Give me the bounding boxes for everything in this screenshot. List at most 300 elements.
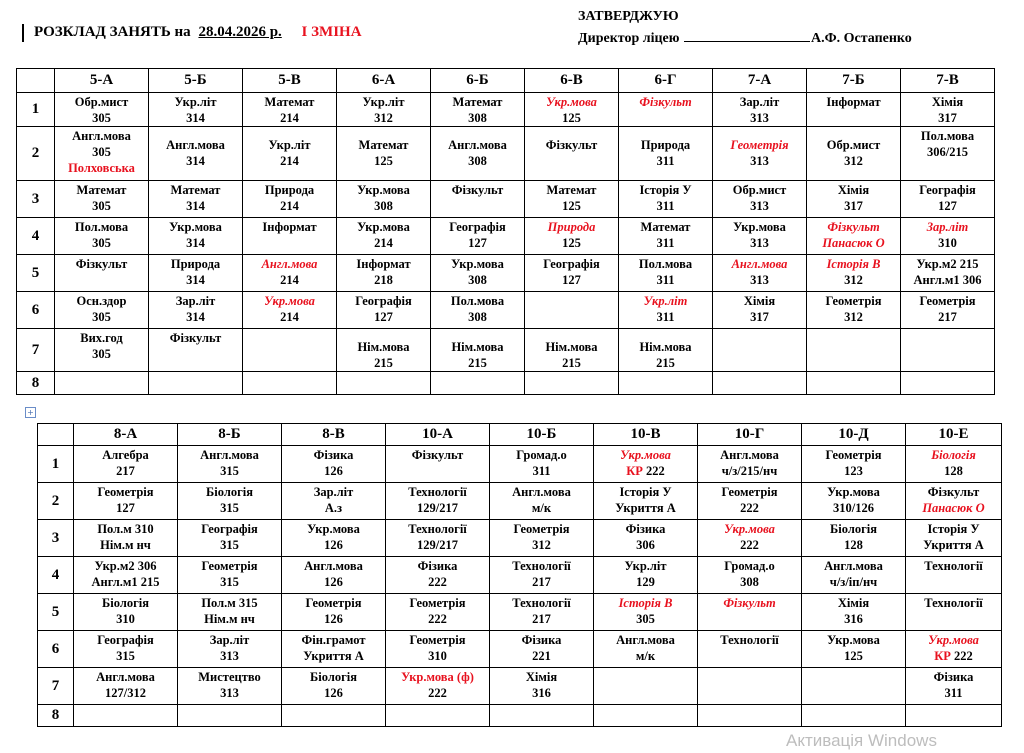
lesson-cell [243, 127, 337, 181]
subject-name: Пол.м 315 [201, 596, 258, 610]
lesson-number: 8 [38, 705, 74, 727]
lesson-cell [74, 631, 178, 668]
lesson-number: 1 [17, 93, 55, 127]
subject-name: Англ.мова [261, 257, 318, 271]
lesson-cell [490, 668, 594, 705]
subject-name: Хімія [837, 596, 870, 610]
lesson-text-part: 222 [950, 649, 973, 663]
class-header: 6-А [337, 69, 431, 93]
lesson-cell [282, 483, 386, 520]
room-or-teacher: 311 [656, 310, 675, 324]
subject-name: Англ.мова [512, 485, 571, 499]
subject-name: Алгебра [102, 448, 149, 462]
lesson-line [594, 463, 697, 479]
room-or-teacher: 311 [532, 464, 551, 478]
subject-name: Укр.мова [827, 485, 880, 499]
subject-name: Технології [512, 559, 571, 573]
lesson-cell [337, 292, 431, 329]
room-or-teacher: 214 [280, 111, 299, 125]
room-or-teacher: 312 [532, 538, 551, 552]
lesson-number: 5 [17, 255, 55, 292]
subject-name: Хімія [525, 670, 558, 684]
subject-name: Біологія [102, 596, 149, 610]
room-or-teacher: 316 [532, 686, 551, 700]
lesson-cell [490, 446, 594, 483]
subject-name: Укр.літ [624, 559, 667, 573]
subject-name: Нім.мова [357, 340, 410, 354]
room-or-teacher: 215 [374, 356, 393, 370]
subject-name: Зар.літ [209, 633, 250, 647]
lesson-row [17, 218, 995, 255]
subject-name: Геометрія [305, 596, 362, 610]
lesson-cell [807, 255, 901, 292]
room-or-teacher: 222 [428, 575, 447, 589]
lesson-cell [149, 329, 243, 372]
lesson-row [17, 255, 995, 292]
room-or-teacher: 127 [938, 199, 957, 213]
lesson-cell [55, 292, 149, 329]
room-or-teacher: 317 [750, 310, 769, 324]
lesson-cell [149, 292, 243, 329]
subject-name: Географія [449, 220, 506, 234]
shift-label: І ЗМІНА [301, 24, 362, 40]
lesson-cell [149, 255, 243, 292]
room-or-teacher: 314 [186, 111, 205, 125]
lesson-cell [619, 292, 713, 329]
subject-name: Фін.грамот [301, 633, 366, 647]
lesson-cell [525, 93, 619, 127]
room-or-teacher: Нім.м нч [100, 538, 151, 552]
subject-name: Укр.мова [928, 633, 979, 647]
lesson-cell [337, 127, 431, 181]
lesson-cell [594, 446, 698, 483]
subject-name: Англ.мова [96, 670, 155, 684]
lesson-row [17, 292, 995, 329]
lesson-row [38, 631, 1002, 668]
room-or-teacher: 215 [656, 356, 675, 370]
lesson-cell [282, 705, 386, 727]
room-or-teacher: 310 [116, 612, 135, 626]
lesson-cell [386, 668, 490, 705]
room-or-teacher: 308 [740, 575, 759, 589]
room-or-teacher: 311 [656, 199, 675, 213]
lesson-cell [713, 127, 807, 181]
room-or-teacher: 313 [750, 154, 769, 168]
subject-name: Математ [640, 220, 691, 234]
subject-name: Укр.мова [451, 257, 504, 271]
subject-name: Укр.м2 306 [94, 559, 157, 573]
lesson-cell [74, 557, 178, 594]
room-or-teacher: Панасюк О [822, 236, 885, 250]
subject-name: Математ [76, 183, 127, 197]
subject-name: Англ.мова [304, 559, 363, 573]
room-or-teacher: 308 [374, 199, 393, 213]
lesson-number: 2 [17, 127, 55, 181]
lesson-cell [906, 520, 1002, 557]
lesson-cell [901, 372, 995, 395]
subject-name: Укр.мова [620, 448, 671, 462]
subject-name: Укр.мова [546, 95, 597, 109]
subject-name: Зар.літ [739, 95, 780, 109]
lesson-row [38, 705, 1002, 727]
room-or-teacher: 217 [532, 612, 551, 626]
room-or-teacher: 317 [938, 111, 957, 125]
lesson-cell [386, 520, 490, 557]
subject-name: Математ [358, 138, 409, 152]
room-or-teacher: 305 [92, 199, 111, 213]
subject-name: Фізика [625, 522, 666, 536]
subject-name: Укр.мова [724, 522, 775, 536]
lesson-cell [178, 483, 282, 520]
lesson-row [17, 127, 995, 181]
lesson-cell [178, 520, 282, 557]
room-or-teacher: Укриття А [615, 501, 676, 515]
room-or-teacher: 313 [750, 111, 769, 125]
director-name: А.Ф. Остапенко [810, 31, 912, 46]
lesson-cell [149, 181, 243, 218]
room-or-teacher: 305 [92, 145, 111, 159]
lesson-cell [55, 372, 149, 395]
lesson-cell [386, 594, 490, 631]
subject-name: Географія [543, 257, 600, 271]
subject-name: Нім.мова [639, 340, 692, 354]
subject-name: Історія У [619, 485, 672, 499]
room-or-teacher: 126 [324, 612, 343, 626]
subject-name: Геометрія [721, 485, 778, 499]
room-or-teacher: 125 [844, 649, 863, 663]
room-or-teacher: 314 [186, 273, 205, 287]
subject-name: Біологія [310, 670, 357, 684]
subject-name: Укр.мова [169, 220, 222, 234]
lesson-number: 3 [38, 520, 74, 557]
subject-name: Обр.мист [826, 138, 881, 152]
lesson-cell [713, 93, 807, 127]
subject-name: Природа [547, 220, 596, 234]
lesson-cell [386, 446, 490, 483]
lesson-number: 7 [38, 668, 74, 705]
room-or-teacher: 217 [938, 310, 957, 324]
room-or-teacher: 311 [656, 273, 675, 287]
lesson-cell [906, 483, 1002, 520]
subject-name: Геометрія [409, 596, 466, 610]
lesson-cell [74, 520, 178, 557]
subject-name: Історія В [826, 257, 881, 271]
subject-name: Математ [546, 183, 597, 197]
class-header: 8-Б [178, 424, 282, 446]
subject-name: Технології [408, 485, 467, 499]
lesson-cell [802, 668, 906, 705]
lesson-cell [337, 329, 431, 372]
lesson-text-part: КР [626, 464, 643, 478]
room-or-teacher: 128 [844, 538, 863, 552]
approval-title: ЗАТВЕРДЖУЮ [578, 9, 679, 24]
lesson-number: 5 [38, 594, 74, 631]
subject-name: Укр.мова [827, 633, 880, 647]
lesson-number: 6 [17, 292, 55, 329]
room-or-teacher: 310 [428, 649, 447, 663]
room-or-teacher: Полховська [68, 161, 135, 175]
lesson-cell [906, 557, 1002, 594]
room-or-teacher: Англ.м1 215 [91, 575, 160, 589]
subject-name: Інформат [262, 220, 317, 234]
room-or-teacher: ч/з/іп/нч [829, 575, 878, 589]
header-row [17, 69, 995, 93]
room-or-teacher: 305 [92, 347, 111, 361]
corner-cell [17, 69, 55, 93]
lesson-number: 6 [38, 631, 74, 668]
subject-name: Фізкульт [75, 257, 128, 271]
room-or-teacher: 305 [92, 236, 111, 250]
lesson-cell [525, 255, 619, 292]
room-or-teacher: 308 [468, 310, 487, 324]
room-or-teacher: 126 [324, 575, 343, 589]
lesson-cell [490, 705, 594, 727]
lesson-cell [698, 520, 802, 557]
subject-name: Укр.мова [357, 220, 410, 234]
text-cursor-bar [22, 24, 24, 42]
subject-name: Геометрія [730, 138, 789, 152]
subject-name: Зар.літ [175, 294, 216, 308]
lesson-cell [243, 372, 337, 395]
lesson-cell [525, 292, 619, 329]
lesson-cell [594, 705, 698, 727]
room-or-teacher: 314 [186, 199, 205, 213]
lesson-cell [619, 181, 713, 218]
lesson-cell [901, 218, 995, 255]
lesson-cell [386, 631, 490, 668]
lesson-cell [525, 181, 619, 218]
room-or-teacher: 314 [186, 154, 205, 168]
lesson-cell [282, 631, 386, 668]
room-or-teacher: 123 [844, 464, 863, 478]
room-or-teacher: 215 [468, 356, 487, 370]
subject-name: Укр.мова [264, 294, 315, 308]
subject-name: Хімія [743, 294, 776, 308]
room-or-teacher: 128 [944, 464, 963, 478]
lesson-cell [594, 557, 698, 594]
room-or-teacher: 310 [938, 236, 957, 250]
schedule-table-grades-8-10 [37, 423, 1002, 727]
lesson-cell [490, 631, 594, 668]
subject-name: Англ.мова [720, 448, 779, 462]
table-move-handle-icon[interactable]: + [25, 407, 36, 418]
lesson-cell [243, 218, 337, 255]
room-or-teacher: 126 [324, 686, 343, 700]
room-or-teacher: 305 [92, 310, 111, 324]
subject-name: Фізкульт [723, 596, 776, 610]
room-or-teacher: 217 [116, 464, 135, 478]
class-header: 7-Б [807, 69, 901, 93]
subject-name: Геометрія [97, 485, 154, 499]
class-header: 10-А [386, 424, 490, 446]
room-or-teacher: 315 [220, 538, 239, 552]
subject-name: Математ [452, 95, 503, 109]
room-or-teacher: 308 [468, 154, 487, 168]
lesson-cell [337, 255, 431, 292]
lesson-cell [906, 594, 1002, 631]
lesson-cell [901, 127, 995, 181]
lesson-cell [431, 127, 525, 181]
subject-name: Геометрія [513, 522, 570, 536]
lesson-cell [149, 127, 243, 181]
corner-cell [38, 424, 74, 446]
subject-name: Фізика [313, 448, 354, 462]
subject-name: Обр.мист [732, 183, 787, 197]
lesson-cell [802, 557, 906, 594]
lesson-cell [74, 594, 178, 631]
lesson-cell [698, 446, 802, 483]
room-or-teacher: 218 [374, 273, 393, 287]
subject-name: Фізкульт [827, 220, 880, 234]
room-or-teacher: Англ.м1 306 [913, 273, 982, 287]
lesson-row [38, 483, 1002, 520]
lesson-cell [178, 446, 282, 483]
lesson-cell [619, 372, 713, 395]
room-or-teacher: 125 [562, 199, 581, 213]
subject-name: Географія [201, 522, 258, 536]
room-or-teacher: 127 [374, 310, 393, 324]
room-or-teacher: 314 [186, 310, 205, 324]
room-or-teacher: 127 [562, 273, 581, 287]
lesson-cell [243, 329, 337, 372]
lesson-cell [431, 181, 525, 218]
room-or-teacher: 222 [428, 612, 447, 626]
subject-name: Фізика [521, 633, 562, 647]
lesson-cell [337, 372, 431, 395]
subject-name: Укр.мова [307, 522, 360, 536]
lesson-cell [698, 557, 802, 594]
lesson-row [38, 446, 1002, 483]
subject-name: Англ.мова [72, 129, 131, 143]
lesson-cell [55, 93, 149, 127]
class-header: 5-А [55, 69, 149, 93]
lesson-cell [901, 255, 995, 292]
room-or-teacher: 312 [844, 273, 863, 287]
lesson-cell [713, 292, 807, 329]
class-header: 10-Д [802, 424, 906, 446]
lesson-cell [431, 218, 525, 255]
lesson-number: 8 [17, 372, 55, 395]
lesson-cell [713, 329, 807, 372]
lesson-cell [807, 372, 901, 395]
subject-name: Англ.мова [448, 138, 507, 152]
lesson-cell [178, 557, 282, 594]
class-header: 5-В [243, 69, 337, 93]
subject-name: Пол.мова [920, 129, 975, 143]
lesson-cell [282, 668, 386, 705]
lesson-number: 3 [17, 181, 55, 218]
lesson-cell [698, 668, 802, 705]
class-header: 10-В [594, 424, 698, 446]
lesson-cell [594, 594, 698, 631]
header-row [38, 424, 1002, 446]
subject-name: Пол.мова [638, 257, 693, 271]
subject-name: Геометрія [409, 633, 466, 647]
lesson-cell [698, 483, 802, 520]
subject-name: Укр.мова [357, 183, 410, 197]
lesson-cell [431, 329, 525, 372]
class-header: 10-Е [906, 424, 1002, 446]
subject-name: Англ.мова [824, 559, 883, 573]
lesson-cell [490, 557, 594, 594]
lesson-cell [243, 181, 337, 218]
subject-name: Технології [720, 633, 779, 647]
room-or-teacher: 125 [562, 111, 581, 125]
lesson-cell [74, 668, 178, 705]
lesson-cell [807, 93, 901, 127]
lesson-row [17, 329, 995, 372]
subject-name: Англ.мова [200, 448, 259, 462]
subject-name: Укр.літ [268, 138, 311, 152]
subject-name: Пол.мова [74, 220, 129, 234]
room-or-teacher: 314 [186, 236, 205, 250]
subject-name: Технології [924, 596, 983, 610]
schedule-date: 28.04.2026 р. [198, 24, 282, 40]
subject-name: Біологія [206, 485, 253, 499]
room-or-teacher: 315 [116, 649, 135, 663]
room-or-teacher: 312 [844, 310, 863, 324]
lesson-cell [594, 631, 698, 668]
room-or-teacher: А.з [324, 501, 343, 515]
subject-name: Біологія [931, 448, 976, 462]
lesson-cell [807, 292, 901, 329]
lesson-number: 7 [17, 329, 55, 372]
lesson-cell [490, 520, 594, 557]
lesson-row [38, 520, 1002, 557]
title-text: РОЗКЛАД ЗАНЯТЬ на [34, 24, 191, 40]
room-or-teacher: 315 [220, 501, 239, 515]
room-or-teacher: 214 [280, 199, 299, 213]
subject-name: Фізкульт [411, 448, 464, 462]
room-or-teacher: 215 [562, 356, 581, 370]
class-header: 7-В [901, 69, 995, 93]
lesson-number: 1 [38, 446, 74, 483]
room-or-teacher: 313 [750, 199, 769, 213]
room-or-teacher: 312 [844, 154, 863, 168]
subject-name: Укр.мова [733, 220, 786, 234]
lesson-cell [55, 329, 149, 372]
room-or-teacher: 308 [468, 273, 487, 287]
lesson-cell [713, 372, 807, 395]
room-or-teacher: 315 [220, 464, 239, 478]
room-or-teacher: 305 [92, 111, 111, 125]
subject-name: Обр.мист [74, 95, 129, 109]
lesson-cell [55, 181, 149, 218]
room-or-teacher: 127 [116, 501, 135, 515]
lesson-cell [431, 93, 525, 127]
subject-name: Фізкульт [639, 95, 692, 109]
subject-name: Англ.мова [616, 633, 675, 647]
class-header: 6-Г [619, 69, 713, 93]
subject-name: Фізкульт [927, 485, 980, 499]
lesson-number: 4 [38, 557, 74, 594]
room-or-teacher: 129/217 [417, 538, 458, 552]
lesson-cell [149, 372, 243, 395]
lesson-cell [55, 127, 149, 181]
lesson-cell [619, 255, 713, 292]
subject-name: Фізкульт [545, 138, 598, 152]
lesson-cell [698, 594, 802, 631]
class-header: 5-Б [149, 69, 243, 93]
lesson-cell [525, 372, 619, 395]
lesson-cell [386, 557, 490, 594]
subject-name: Громад.о [724, 559, 775, 573]
lesson-cell [807, 218, 901, 255]
lesson-cell [178, 705, 282, 727]
lesson-cell [594, 668, 698, 705]
page-title [34, 24, 362, 41]
class-header: 10-Б [490, 424, 594, 446]
